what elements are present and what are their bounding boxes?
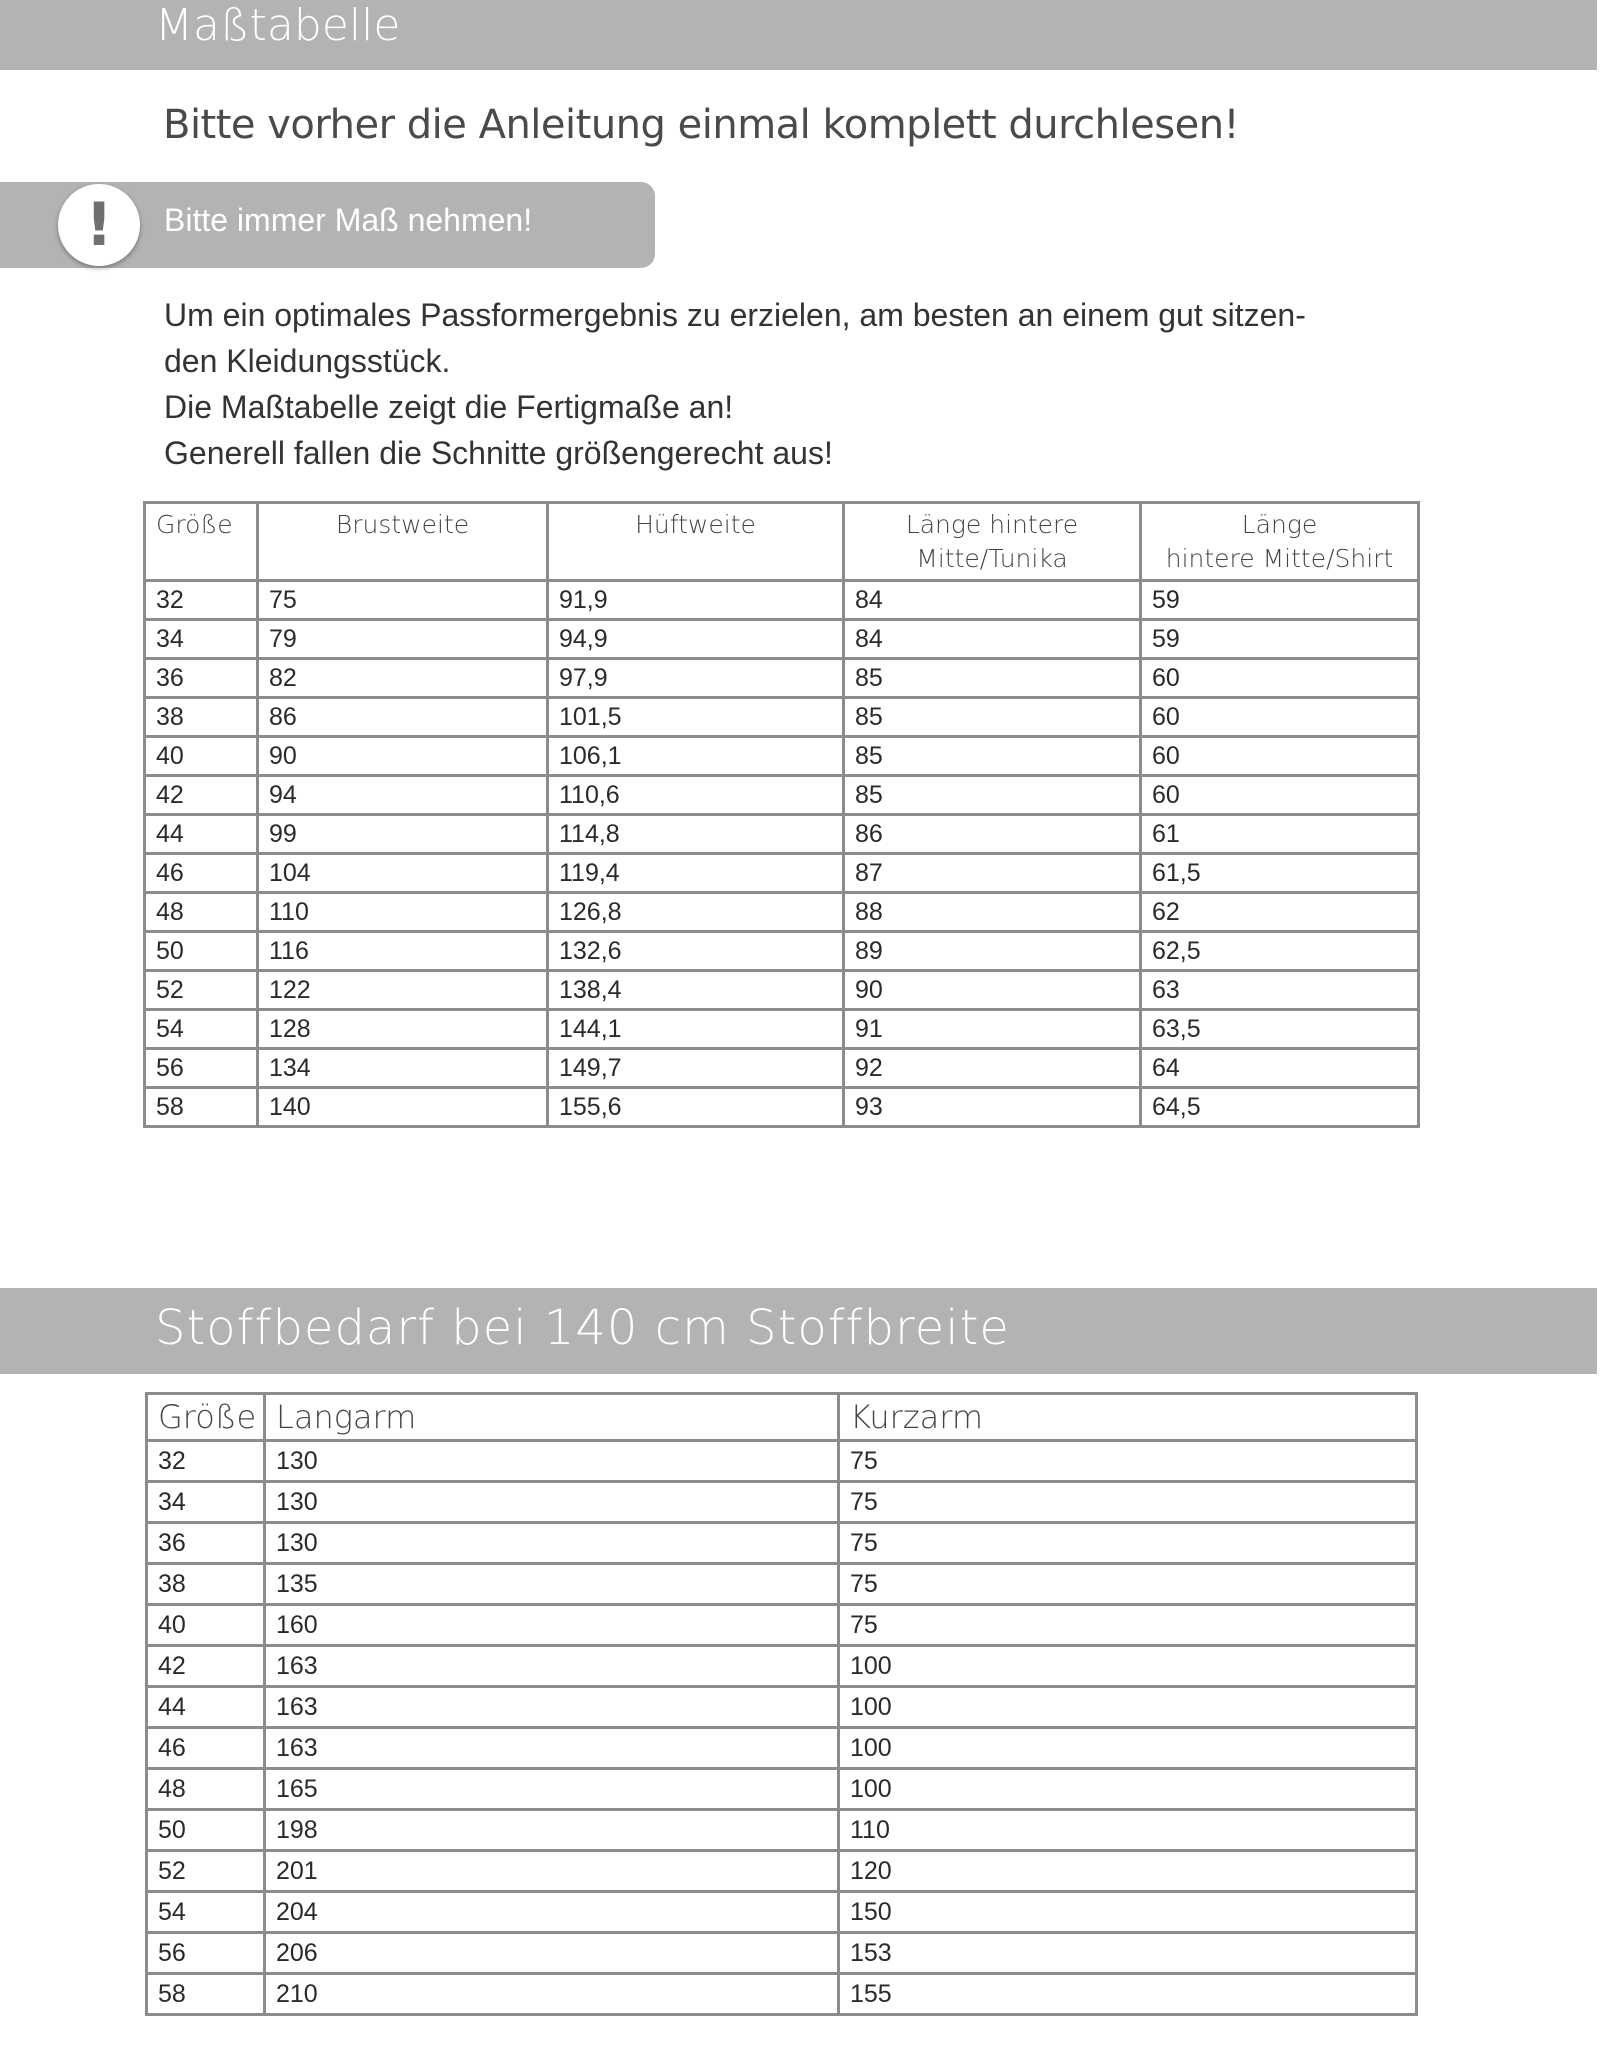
table-row [147, 1974, 1417, 2015]
table-row [145, 1049, 1419, 1088]
cell-size: 58 [147, 1974, 265, 2015]
table-row [147, 1646, 1417, 1687]
table-row [145, 893, 1419, 932]
table-row [147, 1892, 1417, 1933]
cell-kurzarm: 150 [839, 1892, 1417, 1933]
cell-kurzarm: 75 [839, 1482, 1417, 1523]
cell-size: 56 [145, 1049, 258, 1088]
cell-size: 54 [147, 1892, 265, 1933]
table-header-row [145, 503, 1419, 581]
cell-kurzarm: 120 [839, 1851, 1417, 1892]
cell-brustweite: 90 [258, 737, 548, 776]
size-measurements-table [143, 501, 1420, 1128]
cell-laenge-tunika: 86 [844, 815, 1141, 854]
cell-langarm: 163 [265, 1646, 839, 1687]
table-row [145, 971, 1419, 1010]
table-row [145, 581, 1419, 620]
fabric-requirements-table [145, 1392, 1418, 2016]
cell-brustweite: 140 [258, 1088, 548, 1127]
instruction-line: den Kleidungsstück. [164, 343, 451, 379]
table-row [147, 1933, 1417, 1974]
cell-size: 46 [147, 1728, 265, 1769]
cell-size: 58 [145, 1088, 258, 1127]
cell-size: 50 [147, 1810, 265, 1851]
cell-kurzarm: 75 [839, 1441, 1417, 1482]
cell-brustweite: 75 [258, 581, 548, 620]
cell-kurzarm: 155 [839, 1974, 1417, 2015]
cell-hueftweite: 91,9 [548, 581, 844, 620]
cell-size: 56 [147, 1933, 265, 1974]
cell-size: 46 [145, 854, 258, 893]
cell-laenge-shirt: 60 [1141, 737, 1419, 776]
cell-laenge-tunika: 90 [844, 971, 1141, 1010]
exclamation-icon: ! [58, 184, 140, 266]
cell-laenge-shirt: 64 [1141, 1049, 1419, 1088]
cell-langarm: 210 [265, 1974, 839, 2015]
cell-kurzarm: 100 [839, 1687, 1417, 1728]
cell-brustweite: 99 [258, 815, 548, 854]
cell-langarm: 160 [265, 1605, 839, 1646]
cell-size: 44 [147, 1687, 265, 1728]
cell-size: 32 [147, 1441, 265, 1482]
cell-kurzarm: 100 [839, 1646, 1417, 1687]
cell-hueftweite: 119,4 [548, 854, 844, 893]
cell-laenge-tunika: 84 [844, 581, 1141, 620]
table-row [145, 620, 1419, 659]
cell-laenge-shirt: 63,5 [1141, 1010, 1419, 1049]
page-title-banner [0, 0, 1597, 70]
header-groesse: Größe [145, 503, 258, 581]
cell-laenge-tunika: 85 [844, 737, 1141, 776]
table-row [147, 1482, 1417, 1523]
cell-laenge-shirt: 62,5 [1141, 932, 1419, 971]
cell-size: 44 [145, 815, 258, 854]
header-laenge-shirt: Länge hintere Mitte/Shirt [1141, 503, 1419, 581]
cell-size: 36 [145, 659, 258, 698]
table-row [147, 1605, 1417, 1646]
table-row [147, 1810, 1417, 1851]
instructions-text [164, 292, 1424, 476]
header-laenge-tunika: Länge hintere Mitte/Tunika [844, 503, 1141, 581]
cell-size: 54 [145, 1010, 258, 1049]
notice-text: Bitte immer Maß nehmen! [164, 202, 533, 238]
cell-size: 32 [145, 581, 258, 620]
cell-laenge-tunika: 88 [844, 893, 1141, 932]
cell-hueftweite: 106,1 [548, 737, 844, 776]
cell-langarm: 163 [265, 1687, 839, 1728]
cell-laenge-tunika: 93 [844, 1088, 1141, 1127]
cell-brustweite: 79 [258, 620, 548, 659]
cell-langarm: 198 [265, 1810, 839, 1851]
cell-langarm: 130 [265, 1441, 839, 1482]
header-kurzarm: Kurzarm [839, 1394, 1417, 1441]
cell-size: 34 [145, 620, 258, 659]
cell-brustweite: 94 [258, 776, 548, 815]
header-langarm: Langarm [265, 1394, 839, 1441]
cell-size: 38 [147, 1564, 265, 1605]
cell-kurzarm: 153 [839, 1933, 1417, 1974]
table-header-row [147, 1394, 1417, 1441]
instruction-line: Generell fallen die Schnitte größengerecht aus! [164, 435, 833, 471]
table-row [147, 1441, 1417, 1482]
cell-laenge-tunika: 87 [844, 854, 1141, 893]
cell-size: 48 [145, 893, 258, 932]
cell-laenge-tunika: 91 [844, 1010, 1141, 1049]
cell-laenge-tunika: 85 [844, 776, 1141, 815]
cell-laenge-shirt: 59 [1141, 581, 1419, 620]
header-groesse: Größe [147, 1394, 265, 1441]
cell-kurzarm: 75 [839, 1523, 1417, 1564]
intro-heading: Bitte vorher die Anleitung einmal komplett durchlesen! [163, 102, 1240, 148]
cell-langarm: 206 [265, 1933, 839, 1974]
cell-langarm: 135 [265, 1564, 839, 1605]
table-row [145, 854, 1419, 893]
cell-langarm: 130 [265, 1482, 839, 1523]
table-row [147, 1523, 1417, 1564]
table-row [145, 698, 1419, 737]
cell-hueftweite: 138,4 [548, 971, 844, 1010]
cell-laenge-shirt: 60 [1141, 698, 1419, 737]
cell-brustweite: 128 [258, 1010, 548, 1049]
cell-laenge-shirt: 60 [1141, 776, 1419, 815]
cell-brustweite: 134 [258, 1049, 548, 1088]
cell-hueftweite: 97,9 [548, 659, 844, 698]
cell-langarm: 201 [265, 1851, 839, 1892]
cell-size: 36 [147, 1523, 265, 1564]
cell-laenge-shirt: 59 [1141, 620, 1419, 659]
table-row [145, 659, 1419, 698]
table-row [147, 1851, 1417, 1892]
cell-size: 42 [145, 776, 258, 815]
cell-size: 48 [147, 1769, 265, 1810]
cell-hueftweite: 101,5 [548, 698, 844, 737]
table-row [145, 776, 1419, 815]
table-row [147, 1564, 1417, 1605]
table-row [145, 815, 1419, 854]
cell-laenge-shirt: 62 [1141, 893, 1419, 932]
fabric-title-banner [0, 1288, 1597, 1374]
table-row [147, 1769, 1417, 1810]
header-brustweite: Brustweite [258, 503, 548, 581]
table-row [145, 1010, 1419, 1049]
instruction-line: Die Maßtabelle zeigt die Fertigmaße an! [164, 389, 734, 425]
cell-size: 52 [147, 1851, 265, 1892]
cell-brustweite: 104 [258, 854, 548, 893]
table-row [147, 1728, 1417, 1769]
header-hueftweite: Hüftweite [548, 503, 844, 581]
cell-laenge-tunika: 89 [844, 932, 1141, 971]
cell-size: 52 [145, 971, 258, 1010]
cell-laenge-shirt: 60 [1141, 659, 1419, 698]
cell-hueftweite: 155,6 [548, 1088, 844, 1127]
cell-hueftweite: 144,1 [548, 1010, 844, 1049]
cell-langarm: 204 [265, 1892, 839, 1933]
cell-size: 42 [147, 1646, 265, 1687]
cell-size: 38 [145, 698, 258, 737]
cell-kurzarm: 100 [839, 1728, 1417, 1769]
cell-langarm: 130 [265, 1523, 839, 1564]
cell-hueftweite: 132,6 [548, 932, 844, 971]
cell-hueftweite: 114,8 [548, 815, 844, 854]
cell-kurzarm: 100 [839, 1769, 1417, 1810]
cell-brustweite: 82 [258, 659, 548, 698]
cell-laenge-tunika: 84 [844, 620, 1141, 659]
table-row [145, 932, 1419, 971]
cell-laenge-shirt: 61 [1141, 815, 1419, 854]
cell-kurzarm: 110 [839, 1810, 1417, 1851]
instruction-line: Um ein optimales Passformergebnis zu erzielen, am besten an einem gut sitzen- [164, 297, 1306, 333]
cell-size: 34 [147, 1482, 265, 1523]
cell-brustweite: 116 [258, 932, 548, 971]
cell-laenge-shirt: 61,5 [1141, 854, 1419, 893]
cell-hueftweite: 94,9 [548, 620, 844, 659]
table-row [147, 1687, 1417, 1728]
cell-size: 40 [147, 1605, 265, 1646]
cell-laenge-tunika: 85 [844, 698, 1141, 737]
fabric-title: Stoffbedarf bei 140 cm Stoffbreite [155, 1300, 1010, 1356]
cell-size: 50 [145, 932, 258, 971]
cell-langarm: 165 [265, 1769, 839, 1810]
cell-laenge-tunika: 85 [844, 659, 1141, 698]
cell-kurzarm: 75 [839, 1564, 1417, 1605]
table-row [145, 1088, 1419, 1127]
cell-laenge-shirt: 64,5 [1141, 1088, 1419, 1127]
cell-size: 40 [145, 737, 258, 776]
cell-brustweite: 122 [258, 971, 548, 1010]
cell-hueftweite: 110,6 [548, 776, 844, 815]
cell-kurzarm: 75 [839, 1605, 1417, 1646]
cell-brustweite: 110 [258, 893, 548, 932]
cell-hueftweite: 149,7 [548, 1049, 844, 1088]
cell-laenge-tunika: 92 [844, 1049, 1141, 1088]
cell-laenge-shirt: 63 [1141, 971, 1419, 1010]
cell-hueftweite: 126,8 [548, 893, 844, 932]
page-title: Maßtabelle [155, 0, 401, 51]
cell-langarm: 163 [265, 1728, 839, 1769]
table-row [145, 737, 1419, 776]
cell-brustweite: 86 [258, 698, 548, 737]
